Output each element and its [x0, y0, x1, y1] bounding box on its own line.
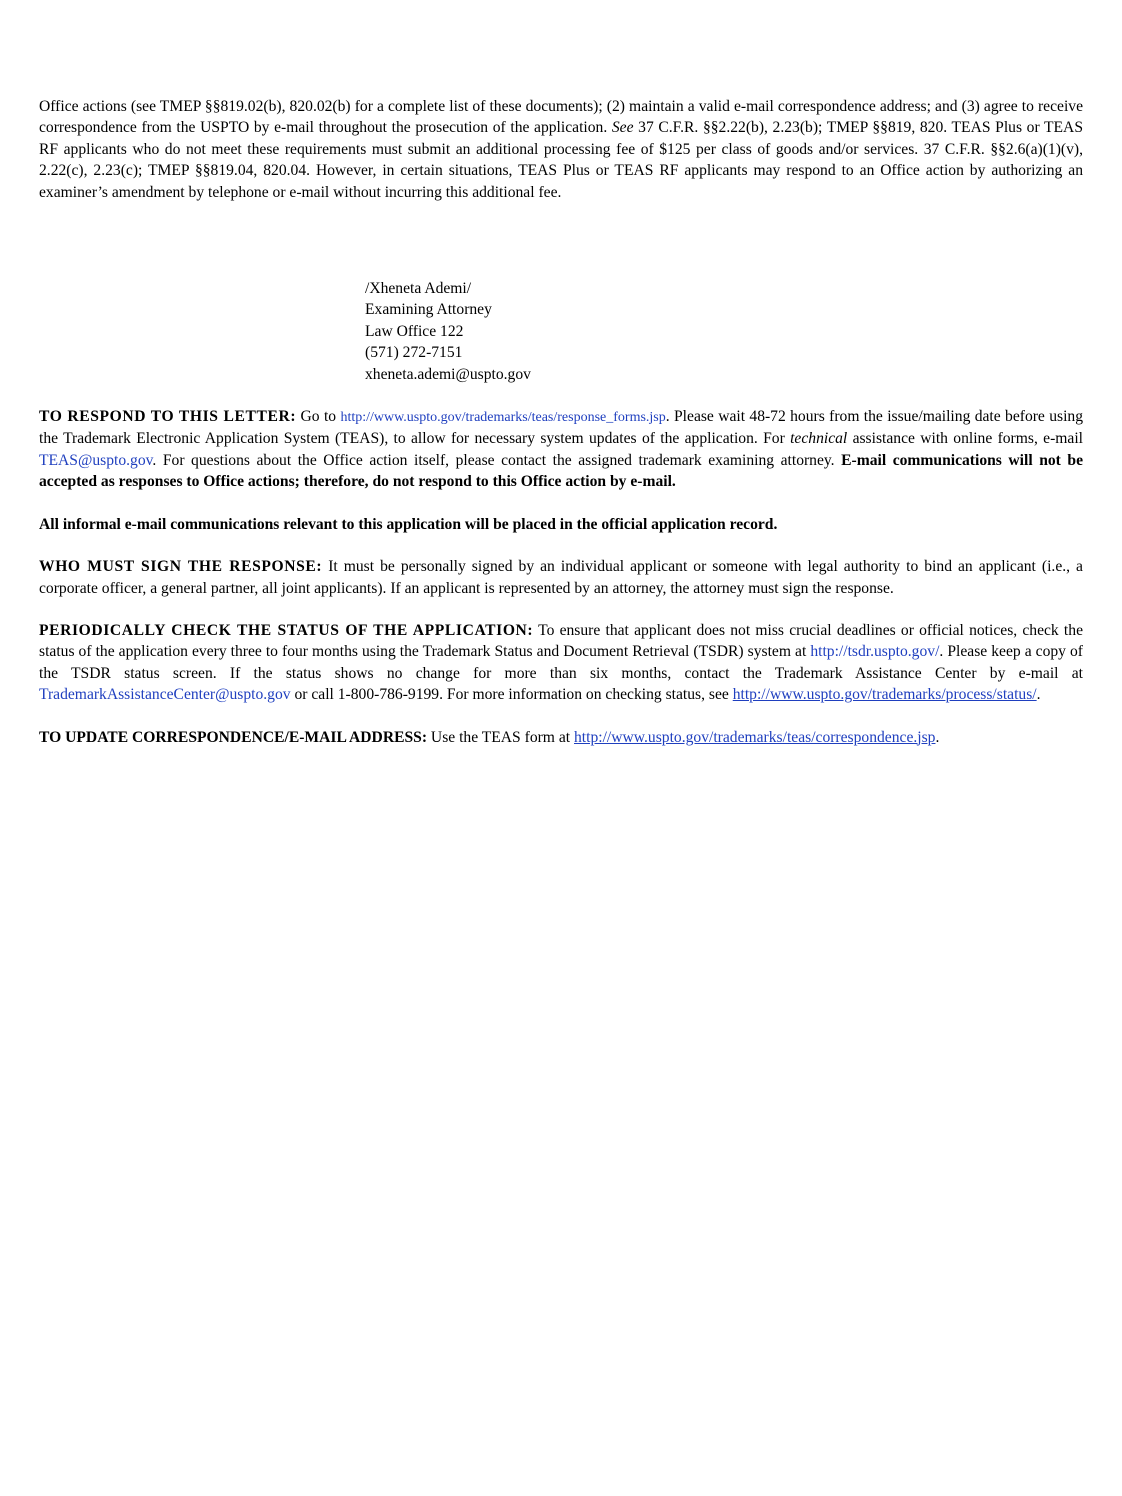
status-paragraph: PERIODICALLY CHECK THE STATUS OF THE APPLICATION: To ensure that applicant does not miss crucial deadlines or official notices, check the status of the application every three to four months using the Trademark Status and Document Retrieval (TSDR) system at http://tsdr.uspto.gov/. Please keep a copy of the TSDR status screen. If the status shows no change for more than six months, contact the Trademark Assistance Center by e-mail at TrademarkAssistanceCenter@uspto.gov or call 1-800-786-9199. For more information on checking status, see http://www.uspto.gov/trademarks/process/status/.	[39, 621, 1083, 704]
intro-text-1: Office actions (see TMEP §§819.02(b), 820.02(b) for a complete list of these documents); (2) maintain a valid e-mail correspondence address; and (3) agree to receive correspondence from the USPTO by e-mail throughout the prosecution of the application.	[39, 98, 1083, 137]
signature-phone: (571) 272-7151	[365, 344, 463, 362]
update-heading: TO UPDATE CORRESPONDENCE/E-MAIL ADDRESS:	[39, 728, 428, 746]
status-info-link[interactable]: http://www.uspto.gov/trademarks/process/status/	[732, 686, 1037, 704]
see-citation: See	[611, 119, 634, 137]
response-forms-link[interactable]: http://www.uspto.gov/trademarks/teas/response_forms.jsp	[340, 410, 666, 426]
sign-heading: WHO MUST SIGN THE RESPONSE:	[39, 558, 323, 576]
signature-block	[365, 278, 1083, 385]
signature-office: Law Office 122	[365, 322, 464, 340]
respond-paragraph: TO RESPOND TO THIS LETTER: Go to http://www.uspto.gov/trademarks/teas/response_forms.jsp. Please wait 48-72 hours from the issue/mailing date before using the Trademark Electronic Application System (TEAS), to allow for necessary system updates of the application. For technical assistance with online forms, e-mail TEAS@uspto.gov. For questions about the Office action itself, please contact the assigned trademark examining attorney. E-mail communications will not be accepted as responses to Office actions; therefore, do not respond to this Office action by e-mail.	[39, 408, 1083, 491]
intro-text-2: 37 C.F.R. §§2.22(b), 2.23(b); TMEP §§819, 820. TEAS Plus or TEAS RF applicants who do not meet these requirements must submit an additional processing fee of $125 per class of goods and/or services. 37 C.F.R. §§2.6(a)(1)(v), 2.22(c), 2.23(c); TMEP §§819.04, 820.04. However, in certain situations, TEAS Plus or TEAS RF applicants may respond to an Office action by authorizing an examiner’s amendment by telephone or e-mail without incurring this additional fee.	[39, 119, 1083, 201]
respond-heading: TO RESPOND TO THIS LETTER:	[39, 408, 297, 426]
signature-email: xheneta.ademi@uspto.gov	[365, 365, 531, 383]
respond-warning: E-mail communications will not be accepted as responses to Office actions; therefore, do not respond to this Office action by e-mail.	[39, 451, 1083, 491]
informal-paragraph: All informal e-mail communications relevant to this application will be placed in the official application record.	[39, 515, 778, 533]
letter-body	[39, 96, 1083, 748]
signature-title: Examining Attorney	[365, 301, 492, 319]
signature-name: /Xheneta Ademi/	[365, 280, 472, 298]
sign-paragraph: WHO MUST SIGN THE RESPONSE: It must be personally signed by an individual applicant or someone with legal authority to bind an applicant (i.e., a corporate officer, a general partner, all joint applicants). If an applicant is represented by an attorney, the attorney must sign the response.	[39, 558, 1083, 597]
correspondence-link[interactable]: http://www.uspto.gov/trademarks/teas/correspondence.jsp	[574, 728, 936, 746]
teas-email-link[interactable]: TEAS@uspto.gov	[39, 451, 153, 469]
intro-paragraph	[39, 96, 1083, 203]
update-paragraph: TO UPDATE CORRESPONDENCE/E-MAIL ADDRESS: Use the TEAS form at http://www.uspto.gov/trademarks/teas/correspondence.jsp.	[39, 728, 940, 746]
tsdr-link[interactable]: http://tsdr.uspto.gov/	[810, 643, 940, 661]
status-heading: PERIODICALLY CHECK THE STATUS OF THE APPLICATION:	[39, 621, 534, 639]
tac-email-link[interactable]: TrademarkAssistanceCenter@uspto.gov	[39, 686, 291, 704]
